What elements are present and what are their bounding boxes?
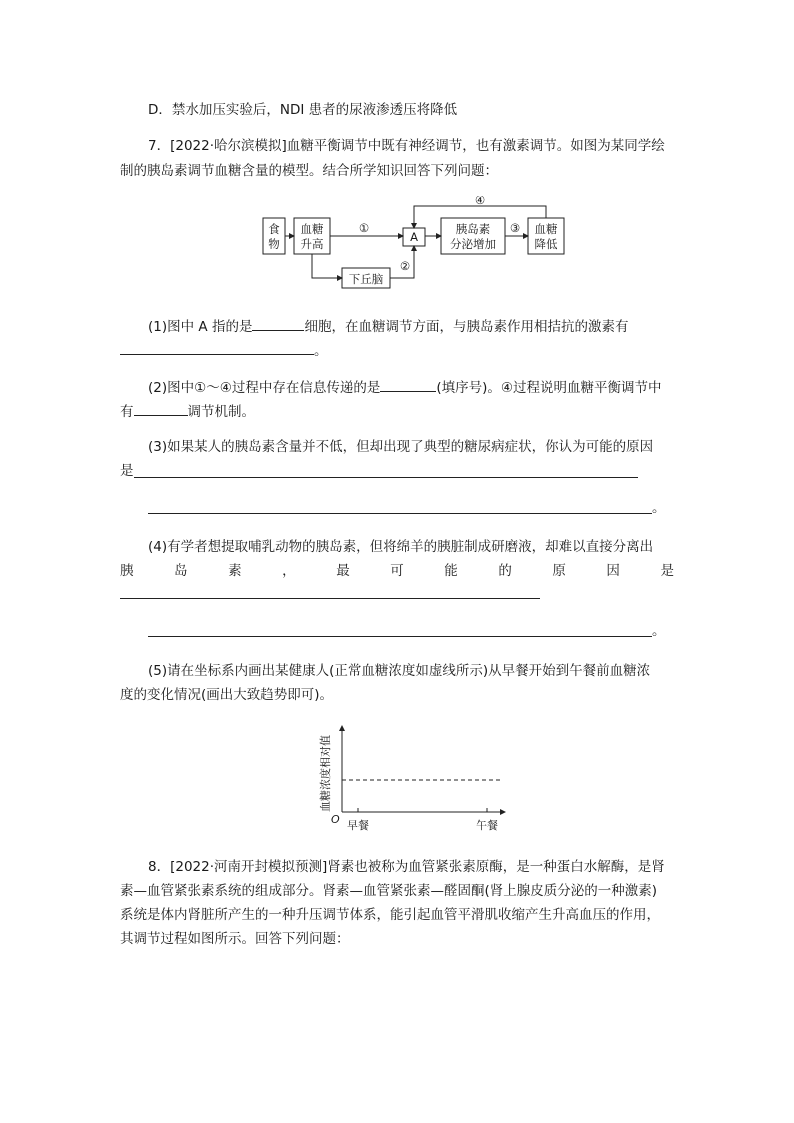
q7-p4-spread-char: 因	[606, 563, 620, 579]
q7-p4-blank-2[interactable]	[148, 636, 652, 637]
blood-sugar-graph[interactable]	[315, 722, 515, 834]
q7-p3-line1: (3)如果某人的胰岛素含量并不低，但却出现了典型的糖尿病症状，你认为可能的原因	[148, 439, 654, 455]
q7-p1-blank-b[interactable]	[120, 340, 314, 355]
q7-stem-line2: 制的胰岛素调节血糖含量的模型。结合所学知识回答下列问题：	[120, 163, 498, 179]
q7-p3-blank-1[interactable]	[134, 477, 638, 478]
q7-p4-spread-char: 原	[552, 563, 566, 579]
box-fall-text1: 血糖	[534, 222, 558, 236]
q7-p1-blank-a[interactable]	[252, 316, 304, 331]
q8-line1: 8．[2022·河南开封模拟预测]肾素也被称为血管紧张素原酶，是一种蛋白水解酶，是肾	[148, 859, 665, 875]
q7-p4-end: 。	[652, 623, 666, 639]
graph-x-end: 午餐	[476, 819, 498, 832]
q7-p4-spread-char: 素	[228, 563, 242, 579]
q7-p4-spread-char: 可	[390, 563, 404, 579]
q7-p1	[148, 316, 628, 336]
graph-ylabel: 血糖浓度相对值	[319, 735, 332, 812]
q7-p2-text-d: 调节机制。	[187, 404, 255, 420]
q7-p1-text-b: 细胞，在血糖调节方面，与胰岛素作用相拮抗的激素有	[304, 319, 629, 335]
q7-p5-line2: 度的变化情况(画出大致趋势即可)。	[120, 687, 334, 703]
q6-option-d: D．禁水加压实验后，NDI 患者的尿液渗透压将降低	[148, 102, 458, 118]
box-insulin-text1: 胰岛素	[455, 222, 491, 236]
q7-p3-blank-2[interactable]	[148, 513, 652, 514]
q7-p1-text-a: (1)图中 A 指的是	[148, 319, 253, 335]
q7-p5-line1: (5)请在坐标系内画出某健康人(正常血糖浓度如虚线所示)从早餐开始到午餐前血糖浓	[148, 663, 651, 679]
q7-p1-line2	[120, 340, 328, 360]
q8-line4: 其调节过程如图所示。回答下列问题：	[120, 931, 350, 947]
q7-p2-text-c: 有	[120, 404, 134, 420]
box-hypothalamus-text: 下丘脑	[348, 272, 384, 286]
graph-origin: O	[331, 813, 340, 826]
q7-p4-spread-char: 的	[498, 563, 512, 579]
q7-p2-text-a: (2)图中①～④过程中存在信息传递的是	[148, 380, 381, 396]
box-rise-text1: 血糖	[300, 222, 324, 236]
q7-p2-text-b: (填序号)。④过程说明血糖平衡调节中	[436, 380, 662, 396]
arrow-1-label: ①	[358, 221, 370, 235]
box-food-text2: 物	[268, 237, 280, 251]
arrow-2-label: ②	[399, 259, 411, 273]
q7-p4-spread-char: 是	[660, 563, 674, 579]
box-fall-text2: 降低	[534, 237, 558, 251]
arrow-to-hypothalamus	[312, 254, 342, 278]
q7-p4-spread-char: 能	[444, 563, 458, 579]
arrow-4-label: ④	[474, 196, 486, 207]
q7-p4-spread-char: 岛	[174, 563, 188, 579]
q7-p4-spread-char: ，	[282, 563, 296, 579]
q7-stem-line1: 7．[2022·哈尔滨模拟]血糖平衡调节中既有神经调节，也有激素调节。如图为某同学绘	[148, 138, 665, 154]
q8-line2: 素—血管紧张素系统的组成部分。肾素—血管紧张素—醛固酮(肾上腺皮质分泌的一种激素)	[120, 883, 658, 899]
q7-p4-line1: (4)有学者想提取哺乳动物的胰岛素，但将绵羊的胰脏制成研磨液，却难以直接分离出	[148, 539, 654, 555]
blood-sugar-regulation-diagram	[258, 196, 578, 294]
q8-line3: 系统是体内肾脏所产生的一种升压调节体系，能引起血管平滑肌收缩产生升高血压的作用，	[120, 907, 660, 923]
q7-p3-end: 。	[652, 500, 666, 516]
q7-p4-blank-1[interactable]	[120, 598, 540, 599]
q7-p4-spread-line	[120, 562, 674, 580]
q7-p2-line2	[120, 401, 255, 421]
box-rise-text2: 升高	[300, 237, 324, 251]
box-a-text: A	[410, 230, 418, 244]
q7-p4-spread-char: 最	[336, 563, 350, 579]
q7-p2	[148, 377, 661, 397]
box-food-text1: 食	[268, 222, 280, 236]
q7-p2-blank-a[interactable]	[380, 377, 436, 392]
q7-p1-end: 。	[314, 343, 328, 359]
graph-x-start: 早餐	[347, 819, 369, 832]
q7-p4-spread-char: 胰	[120, 563, 134, 579]
box-insulin-text2: 分泌增加	[450, 237, 496, 251]
arrow-3-label: ③	[509, 221, 521, 235]
q7-p2-blank-b[interactable]	[134, 401, 188, 416]
q7-p3-lead: 是	[120, 463, 134, 479]
